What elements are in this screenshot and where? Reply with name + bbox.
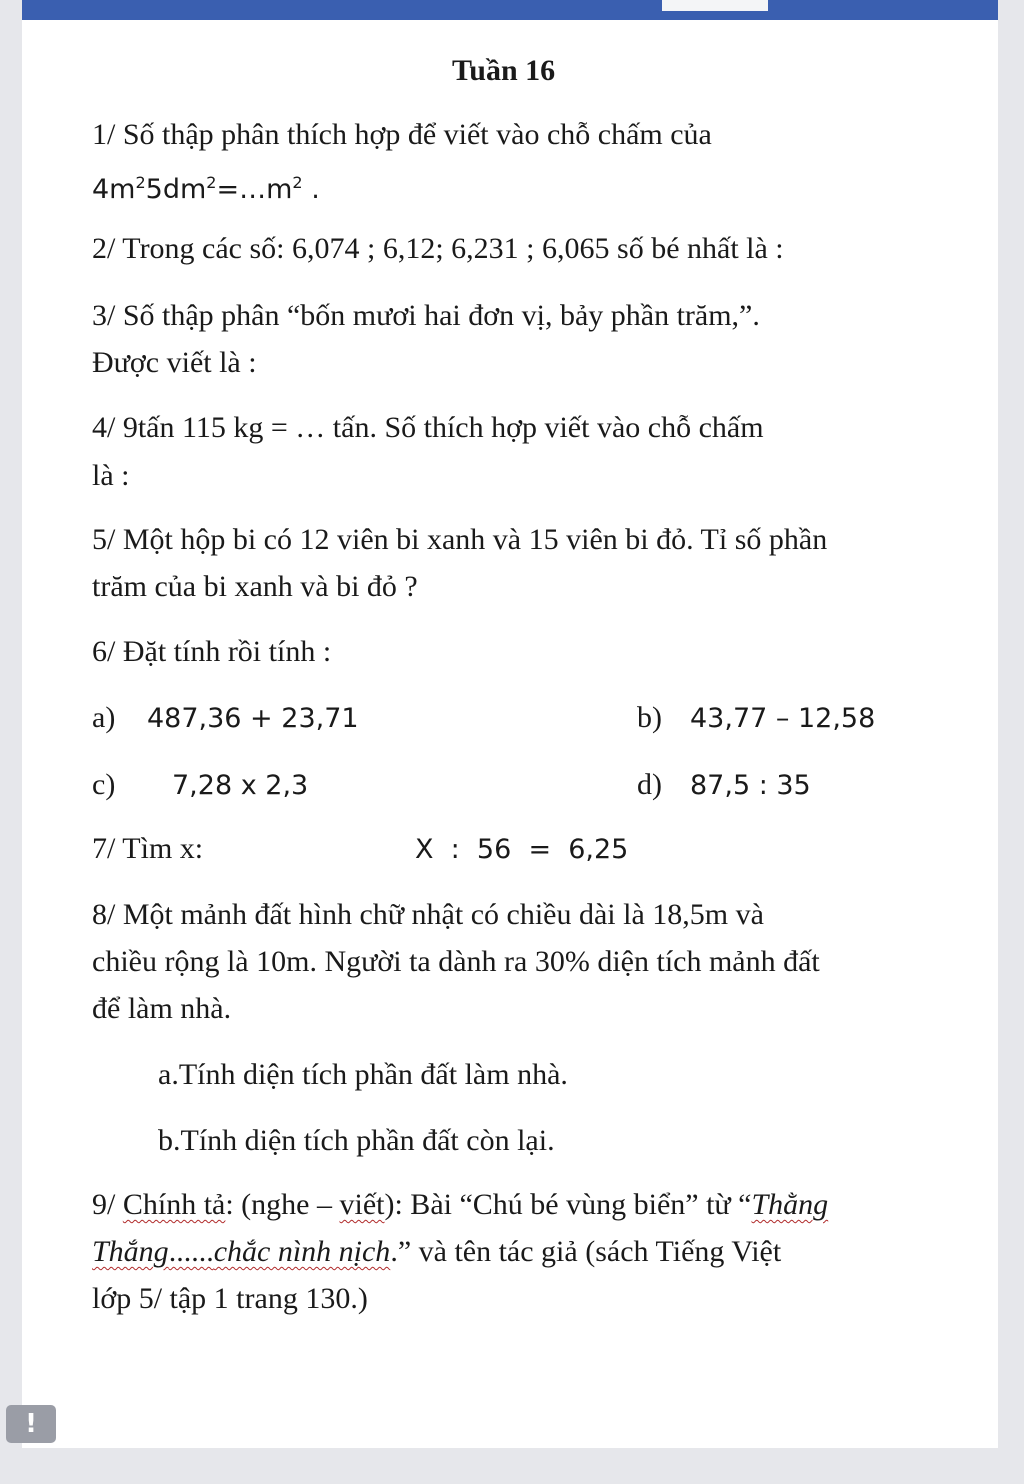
- question-3-line-2: Được viết là :: [92, 346, 257, 379]
- q1-sup-2: 2: [206, 173, 217, 192]
- q9-thang-1: Thằng: [751, 1188, 829, 1221]
- question-8-line-1: 8/ Một mảnh đất hình chữ nhật có chiều dài là 18,5m và: [92, 898, 764, 931]
- q1-part-b: 5dm: [145, 174, 207, 205]
- question-7-equation: X : 56 = 6,25: [415, 834, 629, 865]
- q9-chinh-ta: Chính tả: [122, 1188, 226, 1221]
- q6-d-label: d): [637, 768, 662, 801]
- question-3-line-1: 3/ Số thập phân “bốn mươi hai đơn vị, bảy phần trăm,”.: [92, 299, 760, 332]
- q1-sup-3: 2: [292, 173, 303, 192]
- question-6-heading: 6/ Đặt tính rồi tính :: [92, 635, 332, 668]
- question-5-line-1: 5/ Một hộp bi có 12 viên bi xanh và 15 viên bi đỏ. Tỉ số phần: [92, 523, 828, 556]
- question-1-line-2: [92, 165, 320, 208]
- top-bar-tab[interactable]: [662, 0, 768, 11]
- q9-thang-2: Thắng: [92, 1235, 169, 1268]
- question-2: 2/ Trong các số: 6,074 ; 6,12; 6,231 ; 6,065 số bé nhất là :: [92, 232, 784, 265]
- q6-b-label: b): [637, 701, 662, 734]
- question-8-part-b: b.Tính diện tích phần đất còn lại.: [158, 1124, 555, 1157]
- q6-a-label: a): [92, 701, 116, 734]
- alert-icon[interactable]: !: [6, 1405, 56, 1443]
- question-5-line-2: trăm của bi xanh và bi đỏ ?: [92, 570, 418, 603]
- q9-tail: .” và tên tác giả (sách Tiếng Việt: [390, 1235, 782, 1268]
- q6-a-expression: 487,36 + 23,71: [147, 703, 359, 734]
- question-9-line-2: [92, 1234, 781, 1270]
- q1-part-c: =…m: [216, 174, 293, 205]
- q6-d-expression: 87,5 : 35: [690, 770, 811, 801]
- question-8-line-3: để làm nhà.: [92, 992, 232, 1025]
- q6-c-label: c): [92, 768, 116, 801]
- top-bar: [22, 0, 998, 20]
- question-8-line-2: chiều rộng là 10m. Người ta dành ra 30% diện tích mảnh đất: [92, 945, 820, 978]
- question-4-line-2: là :: [92, 459, 130, 492]
- q1-part-a: 4m: [92, 174, 136, 205]
- page-title: Tuần 16: [452, 54, 556, 87]
- q6-c-expression: 7,28 x 2,3: [172, 770, 309, 801]
- q9-prefix: 9/: [92, 1188, 123, 1221]
- question-7-label: 7/ Tìm x:: [92, 832, 204, 865]
- question-1-line-1: 1/ Số thập phân thích hợp để viết vào chỗ chấm của: [92, 118, 712, 151]
- q1-sup-1: 2: [135, 173, 146, 192]
- question-4-line-1: 4/ 9tấn 115 kg = … tấn. Số thích hợp viết vào chỗ chấm: [92, 411, 764, 444]
- q1-end: .: [302, 174, 320, 205]
- question-9-line-3: lớp 5/ tập 1 trang 130.): [92, 1282, 368, 1315]
- question-9-line-1: [92, 1187, 828, 1223]
- q9-mid-1: : (nghe –: [225, 1188, 340, 1221]
- q9-viet: viết: [339, 1188, 385, 1221]
- q6-b-expression: 43,77 – 12,58: [690, 703, 876, 734]
- q9-dots: ......: [168, 1235, 214, 1268]
- q9-chac-ninh-nich: chắc nình nịch: [213, 1235, 391, 1268]
- q9-mid-2: ): Bài “Chú bé vùng biển” từ “: [384, 1188, 752, 1221]
- question-8-part-a: a.Tính diện tích phần đất làm nhà.: [158, 1058, 568, 1091]
